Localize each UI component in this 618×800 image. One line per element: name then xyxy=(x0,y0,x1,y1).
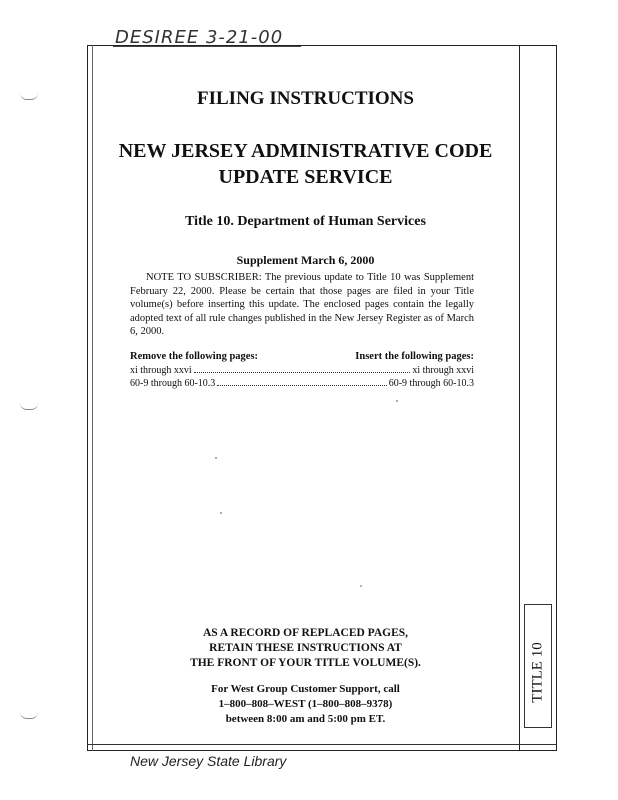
frame-bottom-rule xyxy=(87,744,557,745)
code-title-line-1: NEW JERSEY ADMINISTRATIVE CODE xyxy=(118,140,493,162)
tab-label-text: TITLE 10 xyxy=(529,641,546,703)
insert-pages-value: xi through xxvi xyxy=(412,365,474,376)
leader-dots xyxy=(194,372,411,373)
code-title xyxy=(92,138,519,190)
support-hours: between 8:00 am and 5:00 pm ET. xyxy=(225,713,386,725)
record-instructions xyxy=(92,626,519,671)
binder-hole-top xyxy=(20,93,38,100)
page-title: FILING INSTRUCTIONS xyxy=(197,88,414,109)
record-line: RETAIN THESE INSTRUCTIONS AT xyxy=(209,642,402,654)
subscriber-note: NOTE TO SUBSCRIBER: The previous update to Title 10 was Supplement February 22, 2000. Please be certain that those pages are filed in your Title volume(s) before inserting this update. The enclosed pages contain the legally adopted text of all rule changes published in the New Jersey Register as of March 6, 2000. xyxy=(130,272,474,337)
insert-pages-header: Insert the following pages: xyxy=(355,351,474,362)
code-title-line-2: UPDATE SERVICE xyxy=(218,166,393,188)
insert-pages-value: 60-9 through 60-10.3 xyxy=(388,378,474,389)
table-row xyxy=(130,365,474,376)
remove-pages-value: 60-9 through 60-10.3 xyxy=(130,378,216,389)
customer-support xyxy=(92,682,519,727)
binder-hole-bottom xyxy=(20,712,38,719)
handwritten-note: DESIREE 3-21-00 xyxy=(115,27,284,48)
remove-pages-value: xi through xxvi xyxy=(130,365,192,376)
table-row xyxy=(130,378,474,389)
binder-hole-middle xyxy=(20,403,38,410)
remove-pages-header: Remove the following pages: xyxy=(130,351,259,362)
library-stamp: New Jersey State Library xyxy=(130,753,287,769)
department-heading: Title 10. Department of Human Services xyxy=(185,214,426,229)
support-line: For West Group Customer Support, call xyxy=(211,683,400,695)
tab-label xyxy=(520,632,556,712)
leader-dots xyxy=(217,385,386,386)
record-line: AS A RECORD OF REPLACED PAGES, xyxy=(202,627,409,639)
supplement-date: Supplement March 6, 2000 xyxy=(236,253,375,267)
record-line: THE FRONT OF YOUR TITLE VOLUME(S). xyxy=(190,657,421,669)
support-phone: 1–800–808–WEST (1–800–808–9378) xyxy=(218,698,393,710)
